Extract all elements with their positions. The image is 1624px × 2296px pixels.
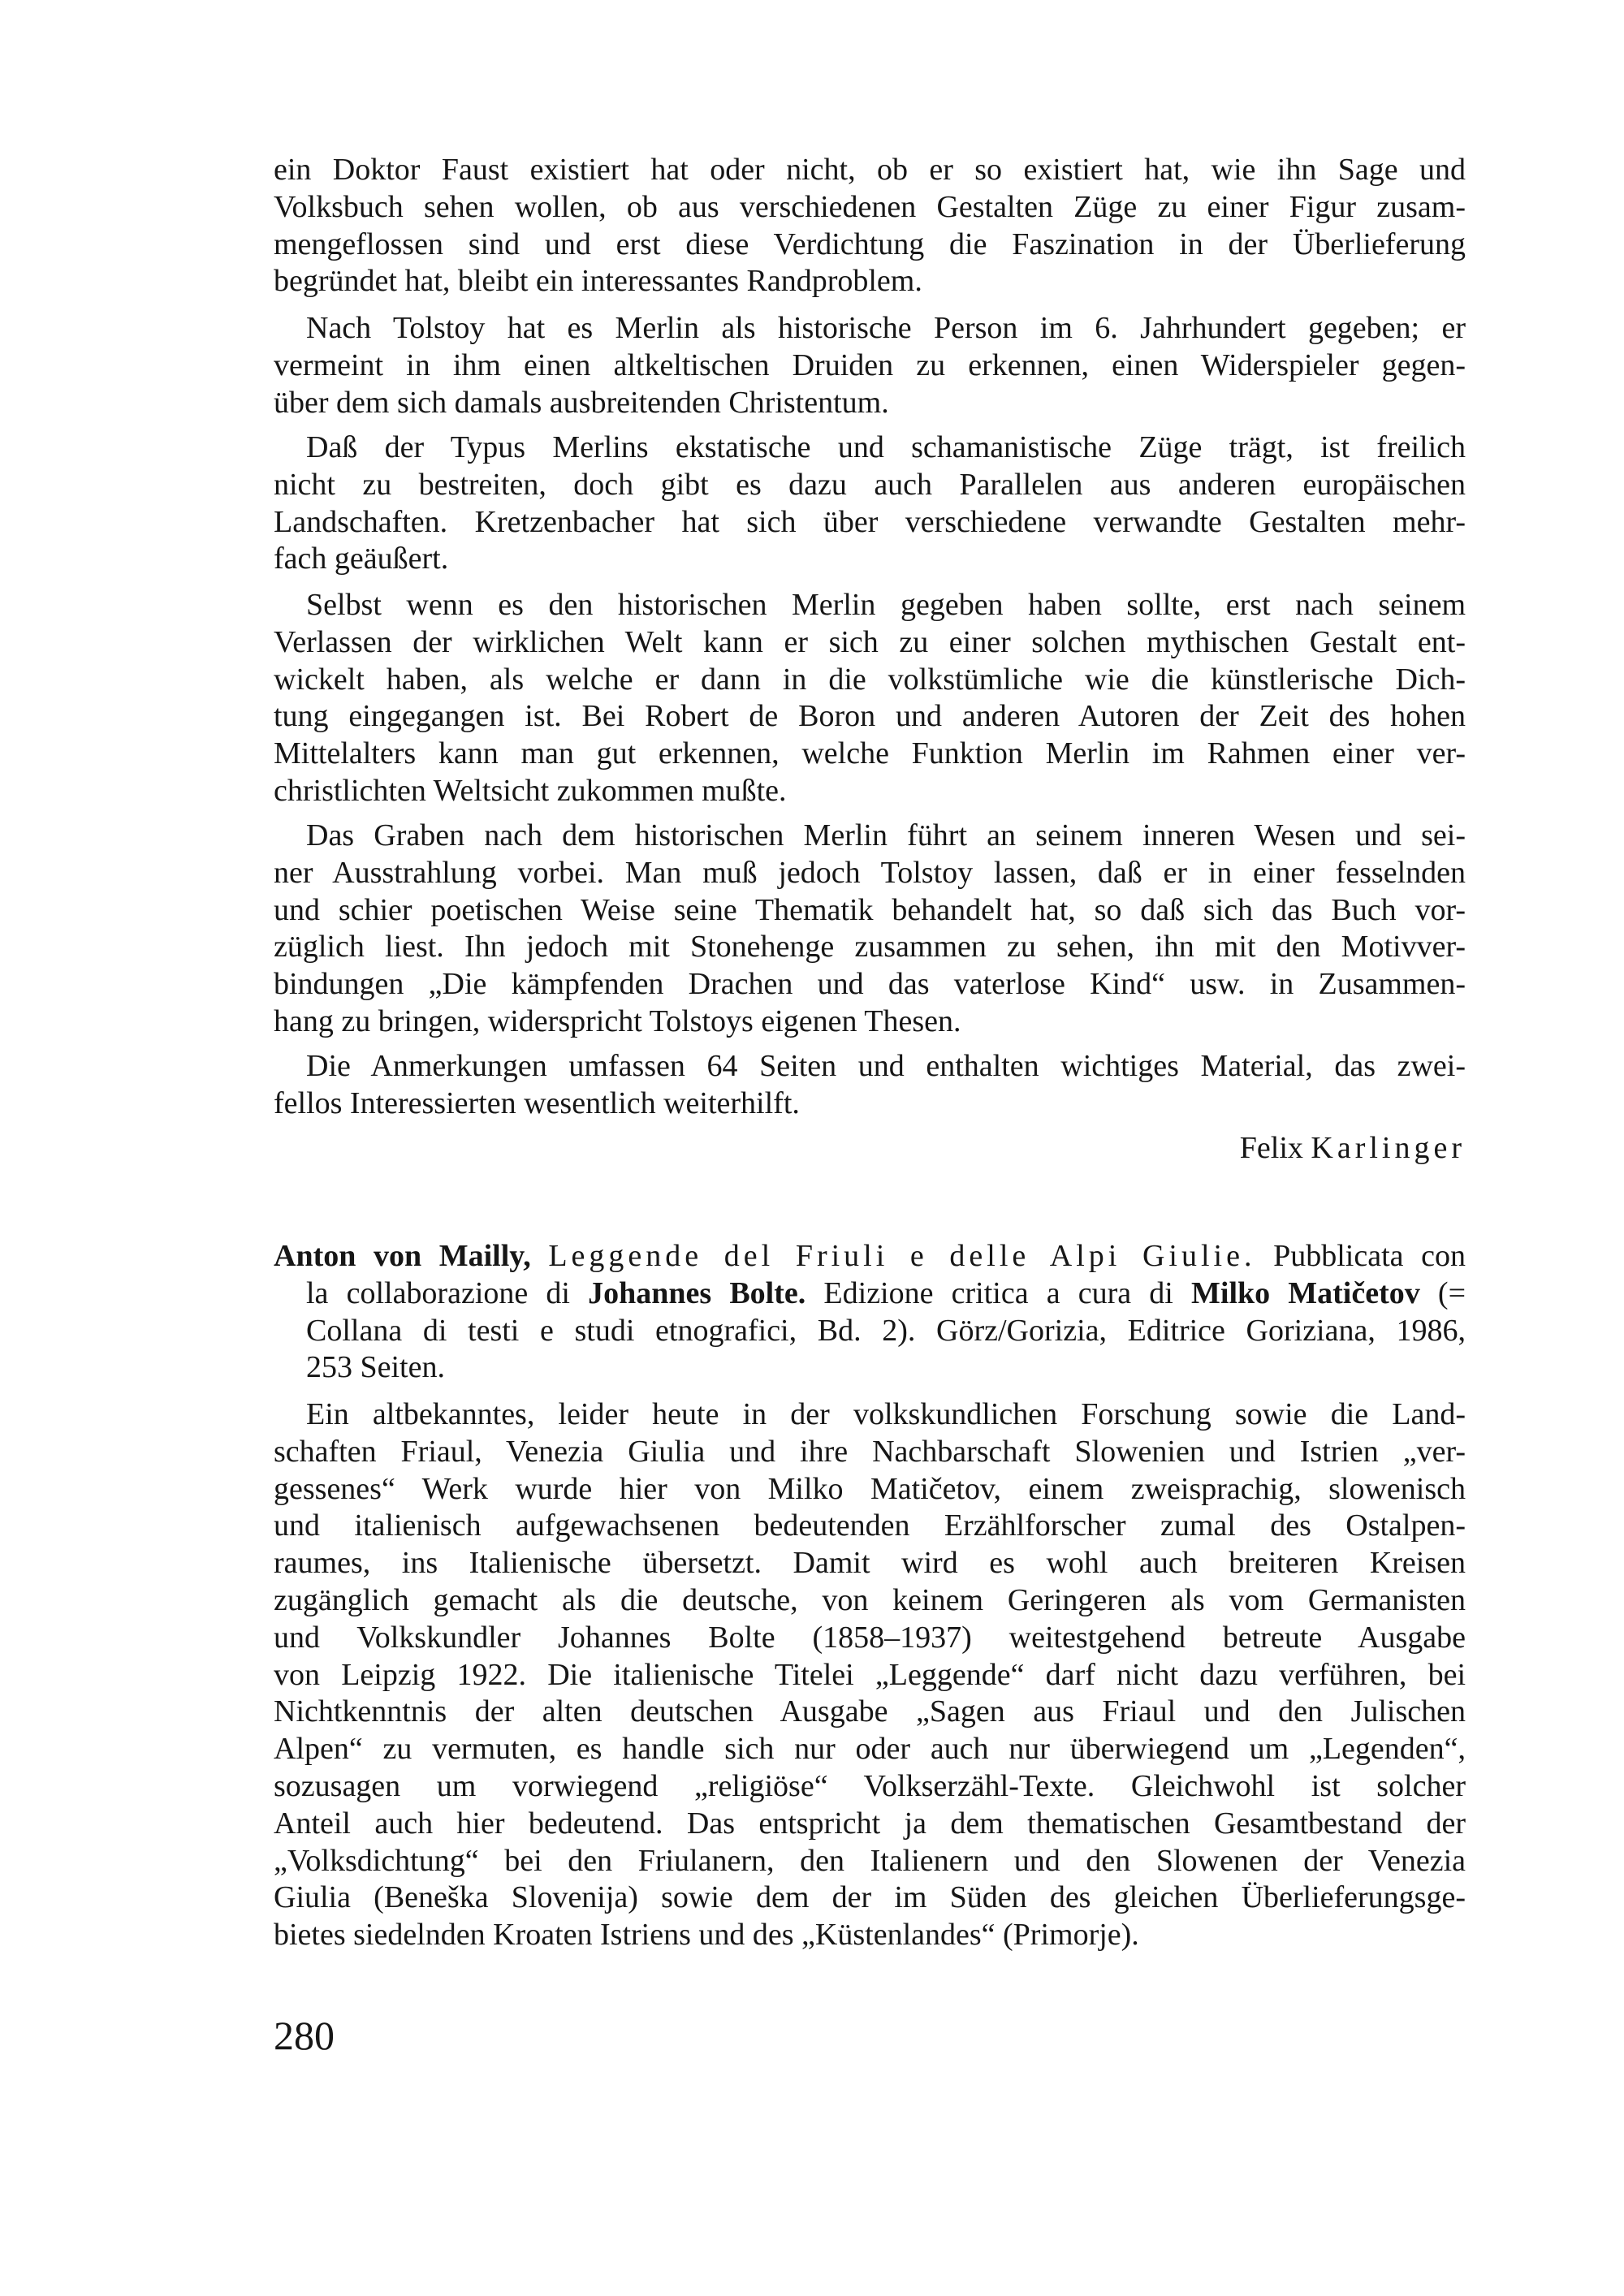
text-line: Volksbuch sehen wollen, ob aus verschiedenen Gestalten Züge zu einer Figur zusam- — [274, 189, 1466, 224]
text-line: fellos Interessierten wesentlich weiterhilft. — [274, 1085, 800, 1120]
paragraph — [274, 310, 1466, 421]
citation-name: Johannes Bolte. — [588, 1275, 806, 1310]
paragraph — [274, 1396, 1466, 1954]
signature-first-name: Felix — [1239, 1131, 1303, 1165]
text-line: und italienisch aufgewachsenen bedeutenden Erzählforscher zumal des Ostalpen- — [274, 1508, 1466, 1543]
text-line: begründet hat, bleibt ein interessantes Randproblem. — [274, 264, 922, 299]
text-line: Die Anmerkungen umfassen 64 Seiten und enthalten wichtiges Material, das zwei- — [306, 1049, 1466, 1083]
page-number: 280 — [274, 2013, 335, 2058]
text-line: Das Graben nach dem historischen Merlin führt an seinem inneren Wesen und sei- — [306, 818, 1466, 852]
text-line: wickelt haben, als welche er dann in die volkstümliche wie die künstlerische Dich- — [274, 662, 1466, 697]
text-line: vermeint in ihm einen altkeltischen Druiden zu erkennen, einen Widerspieler gegen- — [274, 347, 1466, 382]
citation-line — [274, 1238, 1466, 1275]
text-line: nicht zu bestreiten, doch gibt es dazu auch Parallelen aus anderen europäischen — [274, 467, 1466, 502]
text-line: Verlassen der wirklichen Welt kann er sich zu einer solchen mythischen Gestalt ent- — [274, 624, 1466, 659]
paragraph — [274, 1048, 1466, 1123]
citation-line — [274, 1349, 1466, 1387]
text-line: über dem sich damals ausbreitenden Christentum. — [274, 385, 889, 420]
citation-line — [274, 1275, 1466, 1313]
text-line: christlichten Weltsicht zukommen mußte. — [274, 773, 787, 808]
citation-text: Collana di testi e studi etnografici, Bd. 2). Görz/Gorizia, Editrice Goriziana, 1986, — [306, 1313, 1466, 1348]
text-line: bindungen „Die kämpfenden Drachen und das vaterlose Kind“ usw. in Zusammen- — [274, 967, 1466, 1002]
text-line: züglich liest. Ihn jedoch mit Stonehenge zusammen zu sehen, ihn mit den Motivver- — [274, 930, 1466, 965]
text-line: zugänglich gemacht als die deutsche, von keinem Geringeren als vom Germanisten — [274, 1582, 1466, 1617]
citation-text — [531, 1239, 549, 1273]
citation-text: Edizione critica a cura di — [806, 1275, 1192, 1310]
text-line: fach geäußert. — [274, 542, 449, 576]
citation-title: Leggende del Friuli e delle Alpi Giulie. — [548, 1239, 1256, 1273]
citation-text: Pubblicata con — [1255, 1239, 1466, 1273]
text-line: sozusagen um vorwiegend „religiöse“ Volkserzähl-Texte. Gleichwohl ist solcher — [274, 1768, 1466, 1803]
text-line: Selbst wenn es den historischen Merlin gegeben haben sollte, erst nach seinem — [306, 588, 1466, 622]
text-line: Anteil auch hier bedeutend. Das entspricht ja dem thematischen Gesamtbestand der — [274, 1806, 1466, 1841]
text-line: und Volkskundler Johannes Bolte (1858–1937) weitestgehend betreute Ausgabe — [274, 1620, 1466, 1655]
text-line: tung eingegangen ist. Bei Robert de Boron und anderen Autoren der Zeit des hohen — [274, 699, 1466, 734]
citation-text: 253 Seiten. — [306, 1350, 445, 1385]
text-line: Alpen“ zu vermuten, es handle sich nur oder auch nur überwiegend um „Legenden“, — [274, 1732, 1466, 1767]
paragraph — [274, 587, 1466, 810]
citation-name: Milko Matičetov — [1191, 1275, 1420, 1310]
text-line: Landschaften. Kretzenbacher hat sich über verschiedene verwandte Gestalten mehr- — [274, 504, 1466, 539]
text-line: Daß der Typus Merlins ekstatische und schamanistische Züge trägt, ist freilich — [306, 430, 1466, 464]
text-line: mengeflossen sind und erst diese Verdichtung die Faszination in der Überlieferung — [274, 227, 1466, 261]
citation-line — [274, 1313, 1466, 1350]
text-line: Nichtkenntnis der alten deutschen Ausgabe „Sagen aus Friaul und den Julischen — [274, 1694, 1466, 1729]
signature-last-name: Karlinger — [1311, 1131, 1466, 1165]
text-line: bietes siedelnden Kroaten Istriens und des „Küstenlandes“ (Primorje). — [274, 1918, 1139, 1953]
text-line: schaften Friaul, Venezia Giulia und ihre Nachbarschaft Slowenien und Istrien „ver- — [274, 1434, 1466, 1469]
text-line: raumes, ins Italienische übersetzt. Damit wird es wohl auch breiteren Kreisen — [274, 1546, 1466, 1581]
book-citation — [274, 1238, 1466, 1387]
paragraph — [274, 818, 1466, 1041]
text-line: ein Doktor Faust existiert hat oder nicht, ob er so existiert hat, wie ihn Sage und — [274, 153, 1466, 187]
citation-name: Anton von Mailly, — [274, 1239, 531, 1273]
paragraph — [274, 152, 1466, 300]
citation-text: la collaborazione di — [306, 1275, 589, 1310]
text-line: Ein altbekanntes, leider heute in der volkskundlichen Forschung sowie die Land- — [306, 1397, 1466, 1431]
text-line: ner Ausstrahlung vorbei. Man muß jedoch Tolstoy lassen, daß er in einer fesselnden — [274, 855, 1466, 890]
text-line: und schier poetischen Weise seine Thematik behandelt hat, so daß sich das Buch vor- — [274, 892, 1466, 927]
text-line: Mittelalters kann man gut erkennen, welche Funktion Merlin im Rahmen einer ver- — [274, 736, 1466, 771]
text-line: Giulia (Beneška Slovenija) sowie dem der im Süden des gleichen Überlieferungsge- — [274, 1880, 1466, 1915]
text-line: Nach Tolstoy hat es Merlin als historische Person im 6. Jahrhundert gegeben; er — [306, 311, 1466, 345]
text-line: hang zu bringen, widerspricht Tolstoys eigenen Thesen. — [274, 1003, 961, 1038]
text-line: gessenes“ Werk wurde hier von Milko Matičetov, einem zweisprachig, slowenisch — [274, 1471, 1466, 1506]
review-signature — [1240, 1130, 1466, 1167]
text-line: „Volksdichtung“ bei den Friulanern, den Italienern und den Slowenen der Venezia — [274, 1843, 1466, 1878]
paragraph — [274, 429, 1466, 578]
text-line: von Leipzig 1922. Die italienische Titelei „Leggende“ darf nicht dazu verführen, bei — [274, 1657, 1466, 1692]
citation-text: (= — [1419, 1275, 1466, 1310]
